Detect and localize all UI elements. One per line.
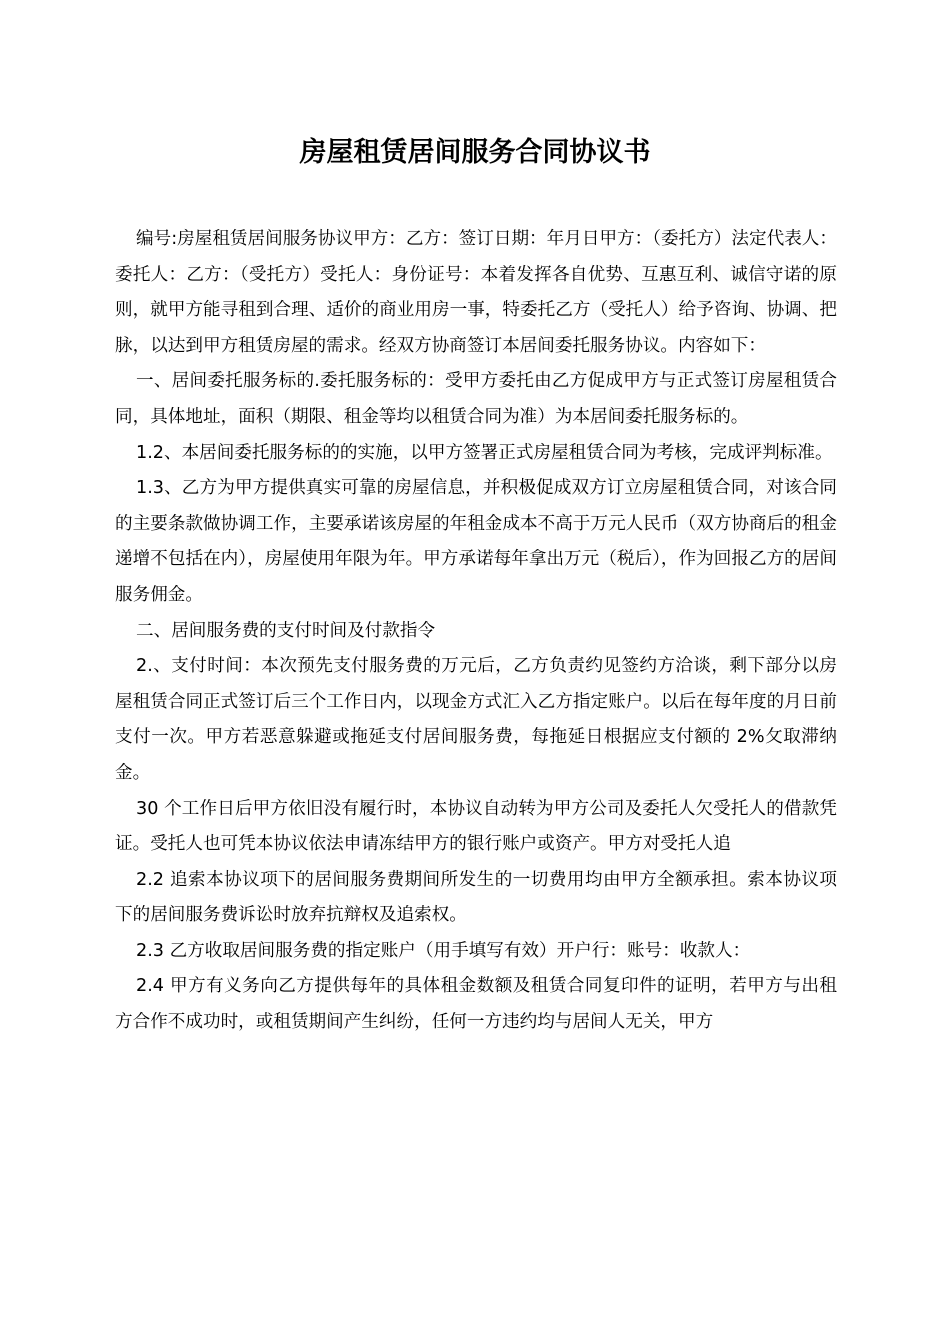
paragraph-clause-2-4: 2.4 甲方有义务向乙方提供每年的具体租金数额及租赁合同复印件的证明，若甲方与出租方合作不成功时，或租赁期间产生纠纷，任何一方违约均与居间人无关，甲方	[115, 976, 837, 1033]
paragraph-clause-2-2: 2.2 追索本协议项下的居间服务费期间所发生的一切费用均由甲方全额承担。索本协议项下的居间服务费诉讼时放弃抗辩权及追索权。	[115, 869, 837, 926]
paragraph-clause-2-3: 2.3 乙方收取居间服务费的指定账户（用手填写有效）开户行：账号：收款人：	[136, 940, 751, 961]
paragraph-clause-1-3: 1.3、乙方为甲方提供真实可靠的房屋信息，并积极促成双方订立房屋租赁合同，对该合同的主要条款做协调工作，主要承诺该房屋的年租金成本不高于万元人民币（双方协商后的租金递增不包括在内），房屋使用年限为年。甲方承诺每年拿出万元（税后），作为回报乙方的居间服务佣金。	[115, 478, 837, 605]
paragraph-clause-2-1: 2.、支付时间：本次预先支付服务费的万元后，乙方负责约见签约方洽谈，剩下部分以房屋租赁合同正式签订后三个工作日内，以现金方式汇入乙方指定账户。以后在每年度的月日前支付一次。甲方若恶意躲避或拖延支付居间服务费，每拖延日根据应支付额的 2%攵取滞纳金。	[115, 656, 837, 783]
paragraph-clause-1-2: 1.2、本居间委托服务标的的实施，以甲方签署正式房屋租赁合同为考核，完成评判标准。	[136, 442, 833, 463]
paragraph-preamble: 编号:房屋租赁居间服务协议甲方：乙方：签订日期：年月日甲方：（委托方）法定代表人：委托人：乙方：（受托方）受托人：身份证号：本着发挥各自优势、互惠互利、诚信守诺的原则，就甲方能寻租到合理、适价的商业用房一事，特委托乙方（受托人）给予咨询、协调、把脉，以达到甲方租赁房屋的需求。经双方协商签订本居间委托服务协议。内容如下：	[115, 229, 837, 356]
paragraph-default-terms: 30 个工作日后甲方依旧没有履行时，本协议自动转为甲方公司及委托人欠受托人的借款凭证。受托人也可凭本协议依法申请冻结甲方的银行账户或资产。甲方对受托人追	[115, 798, 837, 855]
paragraph-section-1: 一、居间委托服务标的.委托服务标的：受甲方委托由乙方促成甲方与正式签订房屋租赁合同，具体地址，面积（期限、租金等均以租赁合同为准）为本居间委托服务标的。	[115, 371, 837, 427]
document-body	[115, 222, 837, 1041]
document-title: 房屋租赁居间服务合同协议书	[299, 137, 651, 168]
paragraph-section-2-heading: 二、居间服务费的支付时间及付款指令	[136, 620, 436, 641]
